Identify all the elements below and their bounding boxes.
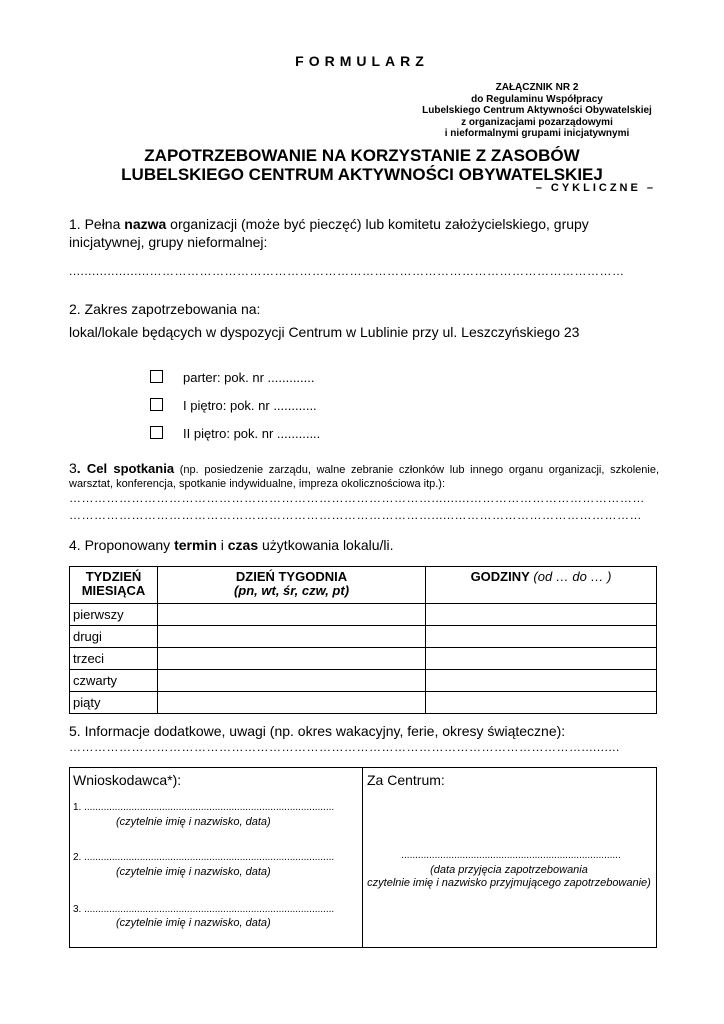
section-2-title: 2. Zakres zapotrzebowania na: bbox=[69, 301, 261, 317]
organization-name-field[interactable]: .....................…………………………………………………………………………………………………… bbox=[69, 264, 625, 278]
section-3-bold: Cel spotkania bbox=[80, 461, 175, 476]
week-cell: czwarty bbox=[70, 670, 158, 692]
option-parter[interactable] bbox=[150, 370, 315, 385]
applicant-signature-3[interactable] bbox=[73, 904, 334, 915]
section-3-rest: (np. posiedzenie zarządu, walne zebranie członków lub innego organu organizacji, szkolenie, warsztat, konferencja, spotkanie indywidualne, impreza okolicznościowa itp.): bbox=[69, 464, 659, 490]
center-label: Za Centrum: bbox=[367, 772, 445, 788]
annex-block bbox=[405, 82, 669, 140]
col-week-header bbox=[70, 567, 158, 604]
section-3-dot: . bbox=[76, 460, 81, 476]
section-5-title: 5. Informacje dodatkowe, uwagi (np. okres wakacyjny, ferie, okresy świąteczne): bbox=[69, 723, 566, 739]
annex-line: i nieformalnymi grupami inicjatywnymi bbox=[444, 128, 630, 139]
signature-dots: .......................................................................................... bbox=[84, 852, 335, 863]
signature-dots: .......................................................................................... bbox=[84, 802, 335, 813]
table-row bbox=[70, 692, 657, 714]
section-4-prefix: 4. Proponowany bbox=[69, 537, 175, 553]
center-hint-2: czytelnie imię i nazwisko przyjmującego zapotrzebowanie) bbox=[367, 877, 651, 889]
table-row bbox=[70, 604, 657, 626]
week-cell: drugi bbox=[70, 626, 158, 648]
option-label: parter: pok. nr ............. bbox=[183, 370, 315, 385]
hours-cell[interactable] bbox=[426, 626, 657, 648]
hours-cell[interactable] bbox=[426, 670, 657, 692]
col-day-header bbox=[158, 567, 426, 604]
document-title bbox=[0, 146, 724, 184]
section-4-bold-time: czas bbox=[227, 537, 259, 553]
col-hours-bold: GODZINY bbox=[470, 569, 530, 584]
section-1-bold: nazwa bbox=[124, 216, 167, 232]
week-cell: trzeci bbox=[70, 648, 158, 670]
checkbox[interactable] bbox=[150, 426, 163, 439]
day-cell[interactable] bbox=[158, 626, 426, 648]
form-label: FORMULARZ bbox=[295, 53, 429, 69]
table-row bbox=[70, 626, 657, 648]
signature-dots: .......................................................................................... bbox=[84, 904, 335, 915]
checkbox[interactable] bbox=[150, 398, 163, 411]
applicant-signature-2[interactable] bbox=[73, 852, 334, 863]
signature-hint: (czytelnie imię i nazwisko, data) bbox=[116, 917, 271, 929]
day-cell[interactable] bbox=[158, 648, 426, 670]
col-day-line: DZIEŃ TYGODNIA bbox=[235, 569, 348, 584]
col-hours-italic: (od … do … ) bbox=[529, 569, 612, 584]
section-4-bold-term: termin bbox=[174, 537, 217, 553]
annex-line: ZAŁĄCZNIK NR 2 bbox=[495, 82, 579, 93]
center-signature-field[interactable]: ............................................................................... bbox=[401, 850, 621, 861]
section-1-text bbox=[69, 215, 659, 251]
week-cell: piąty bbox=[70, 692, 158, 714]
applicant-signature-1[interactable] bbox=[73, 802, 334, 813]
cyclic-label: – CYKLICZNE – bbox=[535, 182, 656, 194]
signature-divider bbox=[362, 768, 363, 947]
signature-box bbox=[69, 767, 657, 948]
signature-hint: (czytelnie imię i nazwisko, data) bbox=[116, 816, 271, 828]
schedule-table bbox=[69, 566, 657, 714]
week-cell: pierwszy bbox=[70, 604, 158, 626]
section-2-location: lokal/lokale będących w dyspozycji Centrum w Lublinie przy ul. Leszczyńskiego 23 bbox=[69, 324, 580, 340]
option-label: II piętro: pok. nr ............ bbox=[183, 426, 321, 441]
section-4-rest: użytkowania lokalu/li. bbox=[258, 537, 394, 553]
day-cell[interactable] bbox=[158, 692, 426, 714]
day-cell[interactable] bbox=[158, 670, 426, 692]
section-1-rest: organizacji (może być pieczęć) lub komitetu założycielskiego, grupy inicjatywnej, grupy nieformalnej: bbox=[69, 216, 589, 250]
hours-cell[interactable] bbox=[426, 648, 657, 670]
line-number: 1. bbox=[73, 802, 85, 813]
additional-info-field[interactable]: …………………………………………………………………………………………………………….......... bbox=[69, 740, 620, 754]
title-line-1: ZAPOTRZEBOWANIE NA KORZYSTANIE Z ZASOBÓW bbox=[144, 146, 580, 165]
annex-line: do Regulaminu Współpracy bbox=[471, 93, 603, 105]
purpose-field-2[interactable]: ……………………………………………………………………………......……………………………………… bbox=[69, 508, 643, 522]
applicant-label: Wnioskodawca*): bbox=[73, 772, 182, 788]
section-3-text bbox=[69, 461, 659, 491]
section-3-number: 3 bbox=[69, 460, 77, 476]
hours-cell[interactable] bbox=[426, 692, 657, 714]
col-day-line: (pn, wt, śr, czw, pt) bbox=[233, 583, 350, 598]
line-number: 2. bbox=[73, 852, 85, 863]
center-hint-1: (data przyjęcia zapotrzebowania bbox=[430, 864, 588, 876]
section-4-text bbox=[69, 536, 394, 554]
table-row bbox=[70, 670, 657, 692]
signature-hint: (czytelnie imię i nazwisko, data) bbox=[116, 866, 271, 878]
col-week-line: MIESIĄCA bbox=[81, 583, 146, 598]
section-1-prefix: 1. Pełna bbox=[69, 216, 125, 232]
title-line-2: LUBELSKIEGO CENTRUM AKTYWNOŚCI OBYWATELSKIEJ bbox=[121, 165, 603, 184]
col-week-line: TYDZIEŃ bbox=[85, 569, 142, 584]
col-hours-header bbox=[426, 567, 657, 604]
line-number: 3. bbox=[73, 904, 85, 915]
table-row bbox=[70, 648, 657, 670]
day-cell[interactable] bbox=[158, 604, 426, 626]
purpose-field-1[interactable]: ……………………………………………………………………………..........…………………………………… bbox=[69, 491, 645, 505]
annex-line: z organizacjami pozarządowymi bbox=[461, 116, 613, 128]
checkbox[interactable] bbox=[150, 370, 163, 383]
option-label: I piętro: pok. nr ............ bbox=[183, 398, 317, 413]
option-second-floor[interactable] bbox=[150, 426, 320, 441]
hours-cell[interactable] bbox=[426, 604, 657, 626]
option-first-floor[interactable] bbox=[150, 398, 317, 413]
section-4-mid: i bbox=[216, 537, 228, 553]
annex-line: Lubelskiego Centrum Aktywności Obywatelskiej bbox=[422, 105, 652, 116]
table-header-row bbox=[70, 567, 657, 604]
